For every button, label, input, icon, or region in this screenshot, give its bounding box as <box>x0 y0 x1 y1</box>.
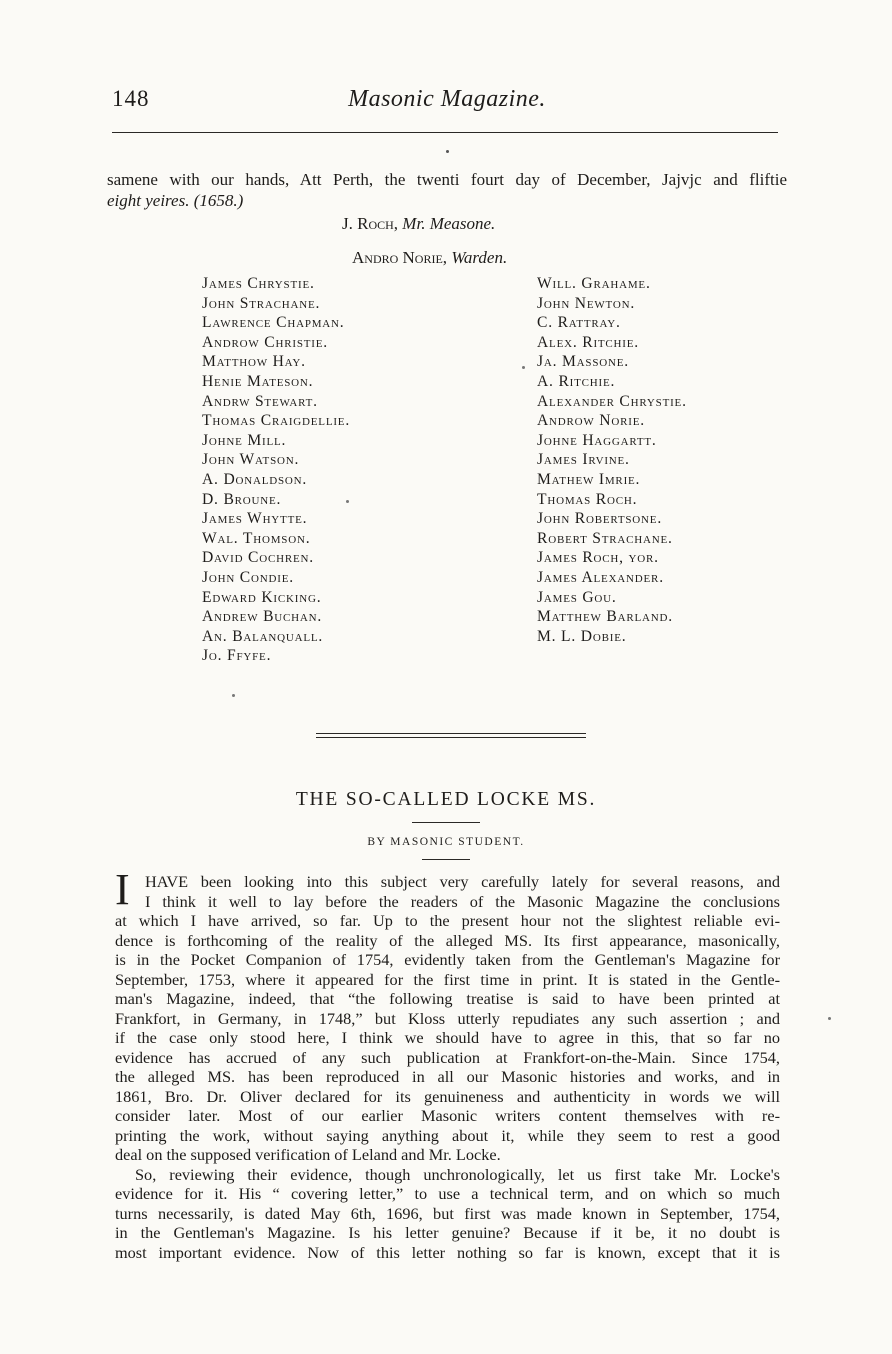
signatory-name: Alex. Ritchie. <box>537 333 639 351</box>
ink-speck <box>828 1017 831 1020</box>
body-line: 1861, Bro. Dr. Oliver declared for its genuineness and authenticity in words we will <box>115 1086 780 1106</box>
signatory-name: Johne Haggartt. <box>537 431 657 449</box>
divider-rule <box>316 733 586 734</box>
signatory-name: David Cochren. <box>202 549 314 567</box>
ink-speck <box>522 366 525 369</box>
body-line: printing the work, without saying anything about it, while they seem to rest a good <box>115 1125 780 1145</box>
body-line: in the Gentleman's Magazine. Is his letter genuine? Because if it be, it no doubt is <box>115 1223 780 1242</box>
signatory-name: A. Ritchie. <box>537 372 616 390</box>
signatory-name: James Roch, yor. <box>537 549 659 567</box>
body-line: the alleged MS. has been reproduced in all our Masonic histories and works, and in <box>115 1067 780 1086</box>
signatory-name: D. Broune. <box>202 490 282 508</box>
body-line: deal on the supposed verification of Leland and Mr. Locke. <box>115 1145 501 1164</box>
signatory-name: John Robertsone. <box>537 510 663 528</box>
title-rule <box>412 822 480 823</box>
article-title: THE SO-CALLED LOCKE MS. <box>295 789 597 810</box>
signature-master <box>342 214 495 234</box>
signatory-name: James Irvine. <box>537 451 630 469</box>
signatory-name: C. Rattray. <box>537 314 621 332</box>
signatories-left-column <box>202 274 350 666</box>
body-line: Frankfort, in Germany, in 1748,” but Kloss utterly repudiates any such assertion ; and <box>115 1008 780 1028</box>
body-line: evidence for it. His “ covering letter,” to use a technical term, and on which so much <box>115 1184 780 1203</box>
ink-speck <box>446 150 449 153</box>
signatory-name: Henie Mateson. <box>202 372 314 390</box>
signatory-name: Lawrence Chapman. <box>202 314 345 332</box>
body-line: if the case only stood here, I think we should have to agree in this, that so far no <box>115 1028 780 1047</box>
signatory-name: Alexander Chrystie. <box>537 392 687 410</box>
article-byline: BY MASONIC STUDENT. <box>367 836 525 848</box>
byline-rule <box>422 859 470 860</box>
signature-name: Andro Norie, <box>352 248 448 267</box>
signatory-name: Andrw Stewart. <box>202 392 318 410</box>
journal-title: Masonic Magazine. <box>348 86 546 112</box>
body-line: dence is forthcoming of the reality of the alleged MS. Its first appearance, masonically, <box>115 930 780 950</box>
signatory-name: An. Balanquall. <box>202 627 324 645</box>
signatory-name: Jo. Ffyfe. <box>202 647 272 665</box>
body-line: September, 1753, where it appeared for the first time in print. It is stated in the Gentle- <box>115 969 780 989</box>
signatory-name: James Gou. <box>537 588 617 606</box>
signatory-name: Johne Mill. <box>202 431 287 449</box>
signatory-name: Mathew Imrie. <box>537 470 641 488</box>
signatory-name: M. L. Dobie. <box>537 627 627 645</box>
body-line: consider later. Most of our earlier Masonic writers content themselves with re- <box>115 1106 780 1125</box>
signatory-name: John Condie. <box>202 568 294 586</box>
body-line: evidence has accrued of any such publication at Frankfort-on-the-Main. Since 1754, <box>115 1047 780 1067</box>
ink-speck <box>346 500 349 503</box>
signatory-name: Wal. Thomson. <box>202 529 311 547</box>
signatory-name: James Chrystie. <box>202 275 315 292</box>
signatory-name: Androw Christie. <box>202 333 328 351</box>
signatory-name: John Strachane. <box>202 294 321 312</box>
body-line: I think it well to lay before the readers of the Masonic Magazine the conclusions <box>145 891 780 911</box>
continued-text <box>107 169 787 211</box>
header-rule <box>112 132 778 133</box>
signatory-name: James Whytte. <box>202 510 308 528</box>
section-divider <box>316 733 586 738</box>
body-line: most important evidence. Now of this letter nothing so far is known, except that it is <box>115 1242 780 1262</box>
signatory-name: John Newton. <box>537 294 636 312</box>
signatory-name: Matthew Barland. <box>537 608 673 626</box>
signatory-name: Androw Norie. <box>537 412 645 430</box>
article-body <box>115 865 780 1262</box>
signature-warden <box>352 248 507 268</box>
running-head <box>112 86 782 120</box>
signatory-name: Robert Strachane. <box>537 529 673 547</box>
body-line: is in the Pocket Companion of 1754, evidently taken from the Gentleman's Magazine for <box>115 950 780 969</box>
divider-rule <box>316 737 586 738</box>
signatories-right-column <box>537 274 687 646</box>
body-line: turns necessarily, is dated May 6th, 1696, but first was made known in September, 1754, <box>115 1203 780 1223</box>
signatory-name: Ja. Massone. <box>537 353 629 371</box>
page-number: 148 <box>112 86 150 111</box>
continued-text-line: samene with our hands, Att Perth, the twenti fourt day of December, Jajvjc and fliftie <box>107 170 787 189</box>
ink-speck <box>232 694 235 697</box>
signature-name: J. Roch, <box>342 214 399 233</box>
body-line: at which I have arrived, so far. Up to the present hour not the slightest reliable evi- <box>115 911 780 930</box>
signatory-name: Edward Kicking. <box>202 588 322 606</box>
drop-cap: I <box>115 865 130 914</box>
signatory-name: A. Donaldson. <box>202 470 308 488</box>
body-line: HAVE been looking into this subject very carefully lately for several reasons, and <box>145 872 780 891</box>
signature-role: Mr. Measone. <box>402 214 496 233</box>
body-line: man's Magazine, indeed, that “the following treatise is said to have been printed at <box>115 989 780 1008</box>
signatory-name: Matthow Hay. <box>202 353 306 371</box>
body-line: So, reviewing their evidence, though unchronologically, let us first take Mr. Locke's <box>135 1164 780 1184</box>
signatory-name: John Watson. <box>202 451 300 469</box>
signatory-name: Thomas Roch. <box>537 490 638 508</box>
signatory-name: Thomas Craigdellie. <box>202 412 351 430</box>
signatory-name: James Alexander. <box>537 568 664 586</box>
signature-role: Warden. <box>451 248 508 267</box>
signatory-name: Will. Grahame. <box>537 275 651 292</box>
continued-text-line: eight yeires. (1658.) <box>107 191 244 210</box>
signatory-name: Andrew Buchan. <box>202 608 323 626</box>
